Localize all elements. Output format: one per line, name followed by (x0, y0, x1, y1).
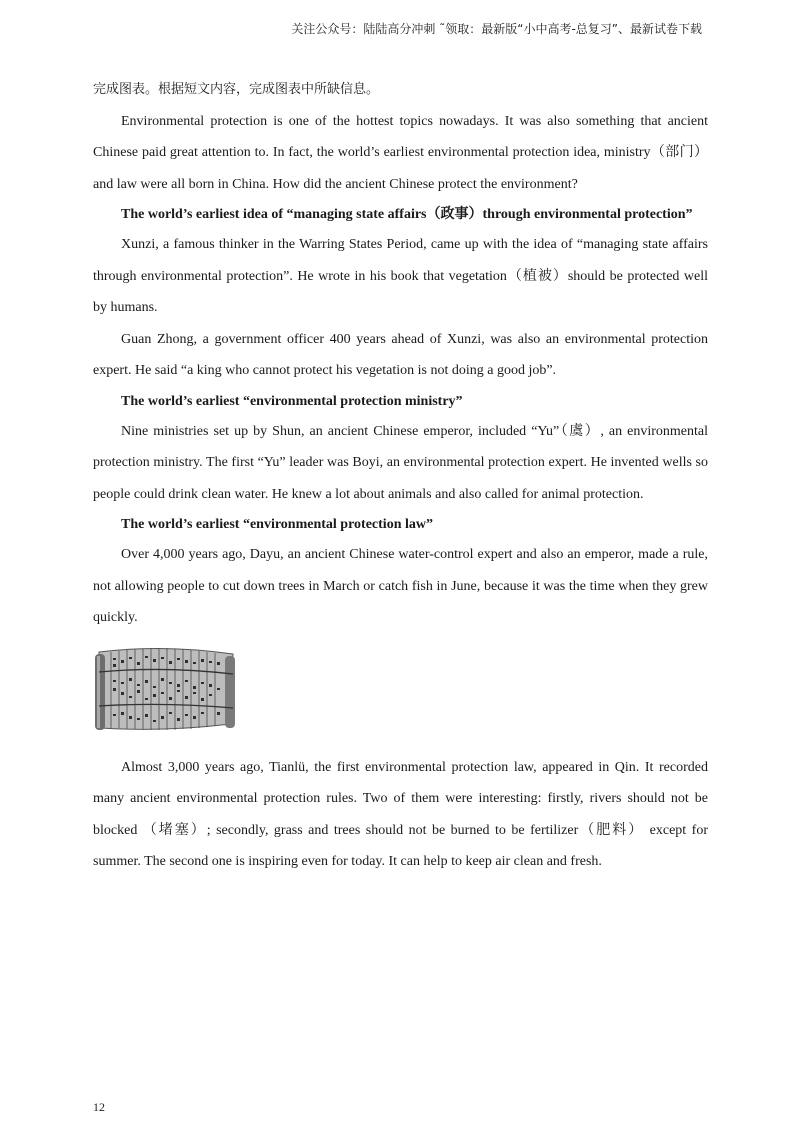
section-heading-ministry: The world’s earliest “environmental protection ministry” (121, 393, 463, 409)
section-heading-idea: The world’s earliest idea of “managing state affairs（政事）through environmental protection” (121, 207, 693, 222)
task-instruction: 完成图表。根据短文内容，完成图表中所缺信息。 (93, 82, 380, 97)
paragraph-guan-zhong: Guan Zhong, a government officer 400 years ahead of Xunzi, was also an environmental protection expert. He said “a king who cannot protect his vegetation is not doing a good job”. (93, 331, 708, 378)
paragraph-xunzi: Xunzi, a famous thinker in the Warring States Period, came up with the idea of “managing state affairs through environmental protection”. He wrote in his book that vegetation（植被）should be protected well by humans. (93, 237, 708, 315)
paragraph-dayu: Over 4,000 years ago, Dayu, an ancient Chinese water-control expert and also an emperor, made a rule, not allowing people to cut down trees in March or catch fish in June, because it was the time when they grew quickly. (93, 547, 708, 625)
bamboo-scroll-image (93, 642, 708, 742)
bamboo-scroll-icon (93, 642, 238, 737)
section-heading-law: The world’s earliest “environmental protection law” (121, 517, 433, 532)
article-body (93, 74, 708, 878)
page-number: 12 (93, 1100, 105, 1114)
paragraph-shun-ministry: Nine ministries set up by Shun, an ancient Chinese emperor, included “Yu”（虞）, an environmental protection ministry. The first “Yu” leader was Boyi, an environmental protection expert. He invented wells so people could drink clean water. He knew a lot about animals and also called for animal protection. (93, 423, 708, 502)
paragraph-intro: Environmental protection is one of the hottest topics nowadays. It was also something that ancient Chinese paid great attention to. In fact, the world’s earliest environmental protection idea, ministry（部门）and law were all born in China. How did the ancient Chinese protect the environment? (93, 113, 708, 192)
page-header: 关注公众号：陆陆高分冲刺 ˜领取：最新版“小中高考-总复习”、最新试卷下载 (291, 22, 702, 36)
paragraph-tianlu: Almost 3,000 years ago, Tianlü, the first environmental protection law, appeared in Qin. It recorded many ancient environmental protection rules. Two of them were interesting: firstly, rivers should not be blocked （堵塞）; secondly, grass and trees should not be burned to be fertilizer（肥料） except for summer. The second one is inspiring even for today. It can help to keep air clean and fresh. (93, 759, 708, 869)
